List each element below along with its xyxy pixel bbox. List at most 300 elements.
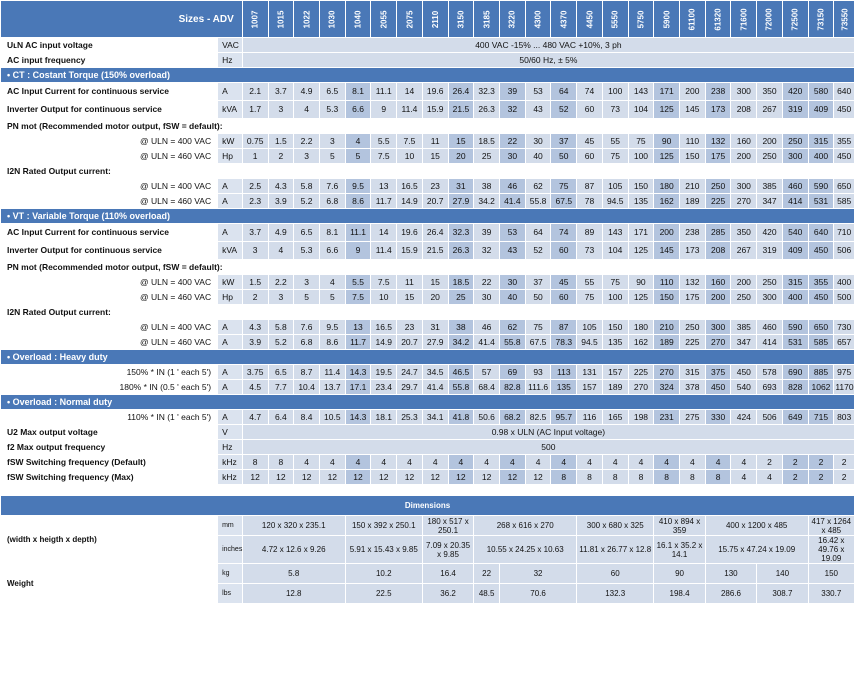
table-cell: 73 — [602, 101, 628, 119]
row-label: fSW Switching frequency (Max) — [1, 470, 218, 485]
table-cell: 55 — [602, 134, 628, 149]
table-cell: 355 — [808, 275, 834, 290]
unit-lbs: lbs — [218, 584, 243, 604]
table-cell: 350 — [731, 224, 757, 242]
table-cell: 650 — [834, 179, 855, 194]
table-cell: 16.5 — [397, 179, 423, 194]
table-cell: 32.3 — [448, 224, 474, 242]
table-cell: 225 — [705, 194, 731, 209]
table-cell: 15.9 — [397, 242, 423, 260]
table-cell: 26.3 — [474, 101, 500, 119]
table-cell: 3.75 — [242, 365, 268, 380]
table-cell: 20 — [448, 149, 474, 164]
table-cell: 13 — [371, 179, 397, 194]
table-cell: 43 — [525, 101, 551, 119]
table-cell: 173 — [680, 242, 706, 260]
table-cell: 157 — [602, 365, 628, 380]
table-cell: 378 — [680, 380, 706, 395]
table-cell: 37 — [551, 134, 577, 149]
row-unit: VAC — [218, 38, 243, 53]
table-cell: 715 — [808, 410, 834, 425]
spanning-value: 0.98 x ULN (AC Input voltage) — [242, 425, 854, 440]
table-cell: 250 — [731, 290, 757, 305]
table-cell: 6.5 — [268, 365, 294, 380]
table-row — [1, 335, 855, 350]
size-header — [448, 1, 474, 38]
table-cell: 2 — [242, 290, 268, 305]
table-cell: 828 — [782, 380, 808, 395]
table-cell: 6.8 — [319, 194, 345, 209]
table-cell: 6.5 — [319, 83, 345, 101]
table-cell: 270 — [628, 380, 654, 395]
table-cell: 585 — [808, 335, 834, 350]
size-label: 4300 — [533, 10, 543, 28]
table-cell: 68.2 — [499, 410, 525, 425]
table-cell: 4 — [680, 455, 706, 470]
table-cell: 19.6 — [422, 83, 448, 101]
row-unit: kW — [218, 275, 243, 290]
table-cell: 275 — [680, 410, 706, 425]
table-cell: 1.5 — [242, 275, 268, 290]
weight-kg: 10.2 — [345, 564, 422, 584]
row-label: AC input frequency — [1, 53, 218, 68]
table-cell: 324 — [654, 380, 680, 395]
table-cell: 8.6 — [345, 194, 371, 209]
size-label: 71600 — [739, 7, 749, 31]
table-cell: 200 — [731, 275, 757, 290]
table-cell: 2 — [808, 470, 834, 485]
table-cell: 6.8 — [294, 335, 320, 350]
row-label: Inverter Output for continuous service — [1, 242, 218, 260]
size-header — [834, 1, 855, 38]
table-cell: 32 — [474, 242, 500, 260]
table-cell: 90 — [628, 275, 654, 290]
table-cell: 116 — [577, 410, 603, 425]
table-cell: 135 — [602, 335, 628, 350]
size-header — [757, 1, 783, 38]
table-cell: 135 — [551, 380, 577, 395]
table-cell: 12 — [268, 470, 294, 485]
table-cell: 6.6 — [319, 242, 345, 260]
table-cell: 4 — [654, 455, 680, 470]
table-cell: 31 — [448, 179, 474, 194]
table-cell: 29.7 — [397, 380, 423, 395]
table-cell: 11.1 — [371, 83, 397, 101]
section-header-row — [1, 68, 855, 83]
weight-kg: 130 — [705, 564, 756, 584]
table-cell: 8.1 — [345, 83, 371, 101]
table-cell: 300 — [705, 320, 731, 335]
table-cell: 7.5 — [397, 134, 423, 149]
row-label: @ ULN = 460 VAC — [1, 149, 218, 164]
table-cell: 27.9 — [448, 194, 474, 209]
table-cell: 200 — [757, 134, 783, 149]
table-row — [1, 320, 855, 335]
table-cell: 578 — [757, 365, 783, 380]
table-cell: 11.7 — [371, 194, 397, 209]
table-cell: 75 — [525, 320, 551, 335]
table-cell: 690 — [782, 365, 808, 380]
table-cell: 315 — [680, 365, 706, 380]
table-cell: 5.5 — [371, 134, 397, 149]
table-cell: 450 — [808, 290, 834, 305]
table-cell: 531 — [782, 335, 808, 350]
table-cell: 100 — [602, 290, 628, 305]
table-cell: 2 — [782, 470, 808, 485]
size-label: 72500 — [790, 7, 800, 31]
size-label: 3185 — [482, 10, 492, 28]
table-cell: 12 — [294, 470, 320, 485]
table-cell: 157 — [577, 380, 603, 395]
table-cell: 590 — [782, 320, 808, 335]
table-cell: 26.4 — [422, 224, 448, 242]
table-cell: 409 — [782, 242, 808, 260]
table-cell: 75 — [551, 179, 577, 194]
dim-inches: 10.55 x 24.25 x 10.63 — [474, 536, 577, 564]
table-cell: 7.7 — [268, 380, 294, 395]
dim-mm: 120 x 320 x 235.1 — [242, 516, 345, 536]
table-cell: 78 — [577, 194, 603, 209]
table-cell: 145 — [654, 242, 680, 260]
row-label: fSW Switching frequency (Default) — [1, 455, 218, 470]
weight-kg: 90 — [654, 564, 705, 584]
table-cell: 4.3 — [242, 320, 268, 335]
table-cell: 4 — [705, 455, 731, 470]
table-cell: 420 — [782, 83, 808, 101]
table-cell: 22 — [474, 275, 500, 290]
table-cell: 14.3 — [345, 365, 371, 380]
table-cell: 111.6 — [525, 380, 551, 395]
table-cell: 89 — [577, 224, 603, 242]
table-cell: 450 — [834, 101, 855, 119]
table-cell: 210 — [680, 179, 706, 194]
row-label: @ ULN = 460 VAC — [1, 194, 218, 209]
table-cell: 55.8 — [499, 335, 525, 350]
size-header — [319, 1, 345, 38]
table-cell: 53 — [499, 224, 525, 242]
row-unit: Hp — [218, 290, 243, 305]
row-unit: kHz — [218, 470, 243, 485]
table-cell: 31 — [422, 320, 448, 335]
row-unit: A — [218, 83, 243, 101]
table-cell: 15 — [422, 149, 448, 164]
spanning-value: 400 VAC -15% ... 480 VAC +10%, 3 ph — [242, 38, 854, 53]
table-cell: 12 — [499, 470, 525, 485]
table-cell: 4 — [577, 455, 603, 470]
table-cell: 8 — [551, 470, 577, 485]
table-cell: 11 — [397, 275, 423, 290]
table-cell: 4.9 — [268, 224, 294, 242]
size-label: 2055 — [379, 10, 389, 28]
table-cell: 13 — [345, 320, 371, 335]
row-unit: kW — [218, 134, 243, 149]
unit-mm: mm — [218, 516, 243, 536]
table-cell: 400 — [782, 290, 808, 305]
table-cell: 375 — [705, 365, 731, 380]
table-cell: 5.5 — [345, 275, 371, 290]
unit-kg: kg — [218, 564, 243, 584]
table-cell: 319 — [757, 242, 783, 260]
table-cell: 32.3 — [474, 83, 500, 101]
table-cell: 110 — [680, 134, 706, 149]
unit-inches: inches — [218, 536, 243, 564]
table-cell: 350 — [757, 83, 783, 101]
table-cell: 10 — [397, 149, 423, 164]
table-cell: 531 — [808, 194, 834, 209]
dimensions-table — [0, 495, 855, 604]
dim-mm: 300 x 680 x 325 — [577, 516, 654, 536]
table-cell: 225 — [628, 365, 654, 380]
table-cell: 19.6 — [397, 224, 423, 242]
table-cell: 640 — [808, 224, 834, 242]
table-cell: 5.2 — [268, 335, 294, 350]
table-cell: 90 — [654, 134, 680, 149]
table-cell: 267 — [731, 242, 757, 260]
table-cell: 8.6 — [319, 335, 345, 350]
table-cell: 17.1 — [345, 380, 371, 395]
table-cell: 1.5 — [268, 134, 294, 149]
table-row — [1, 38, 855, 53]
table-cell: 15.9 — [422, 101, 448, 119]
table-cell: 74 — [577, 83, 603, 101]
table-cell: 4 — [319, 455, 345, 470]
table-cell: 87 — [551, 320, 577, 335]
table-row — [1, 290, 855, 305]
table-cell: 25 — [474, 149, 500, 164]
table-cell: 250 — [705, 179, 731, 194]
table-cell: 319 — [782, 101, 808, 119]
size-label: 1015 — [276, 10, 286, 28]
table-cell: 2 — [834, 455, 855, 470]
weight-kg: 5.8 — [242, 564, 345, 584]
table-cell: 3.9 — [268, 194, 294, 209]
table-cell: 400 — [808, 149, 834, 164]
table-cell: 60 — [551, 290, 577, 305]
table-cell: 150 — [654, 290, 680, 305]
table-cell: 693 — [757, 380, 783, 395]
row-unit: kHz — [218, 455, 243, 470]
table-row — [1, 224, 855, 242]
table-cell: 34.1 — [422, 410, 448, 425]
table-cell: 4 — [397, 455, 423, 470]
subheading-row — [1, 260, 855, 275]
table-cell: 975 — [834, 365, 855, 380]
table-cell: 14.3 — [345, 410, 371, 425]
table-cell: 300 — [782, 149, 808, 164]
table-cell: 6.6 — [345, 101, 371, 119]
weight-lbs: 12.8 — [242, 584, 345, 604]
table-cell: 5 — [345, 149, 371, 164]
table-cell: 34.5 — [422, 365, 448, 380]
dim-mm: 180 x 517 x 250.1 — [422, 516, 473, 536]
table-cell: 200 — [680, 83, 706, 101]
table-cell: 171 — [628, 224, 654, 242]
table-cell: 3.9 — [242, 335, 268, 350]
table-cell: 165 — [602, 410, 628, 425]
table-cell: 409 — [808, 101, 834, 119]
table-cell: 5.8 — [294, 179, 320, 194]
table-cell: 300 — [731, 179, 757, 194]
table-cell: 162 — [628, 335, 654, 350]
table-cell: 500 — [834, 290, 855, 305]
row-label: @ ULN = 400 VAC — [1, 275, 218, 290]
row-label: AC Input Current for continuous service — [1, 83, 218, 101]
table-cell: 540 — [731, 380, 757, 395]
table-cell: 25 — [448, 290, 474, 305]
dim-inches: 4.72 x 12.6 x 9.26 — [242, 536, 345, 564]
table-cell: 8 — [577, 470, 603, 485]
table-cell: 94.5 — [602, 194, 628, 209]
table-cell: 43 — [499, 242, 525, 260]
table-cell: 20.7 — [422, 194, 448, 209]
row-label: UʟN AC input voltage — [1, 38, 218, 53]
section-header: • VT : Variable Torque (110% overload) — [1, 209, 855, 224]
dim-inches: 15.75 x 47.24 x 19.09 — [705, 536, 808, 564]
table-cell: 710 — [834, 224, 855, 242]
table-cell: 26.3 — [448, 242, 474, 260]
table-cell: 225 — [680, 335, 706, 350]
table-cell: 8 — [680, 470, 706, 485]
table-cell: 104 — [602, 242, 628, 260]
table-cell: 14.9 — [371, 335, 397, 350]
subheading: I2N Rated Output current: — [1, 305, 855, 320]
table-cell: 7.5 — [345, 290, 371, 305]
row-label: U2 Max output voltage — [1, 425, 218, 440]
table-cell: 50 — [551, 149, 577, 164]
table-cell: 2 — [808, 455, 834, 470]
table-cell: 8.1 — [319, 224, 345, 242]
table-cell: 2 — [268, 149, 294, 164]
table-cell: 60 — [551, 242, 577, 260]
dim-mm: 417 x 1264 x 485 — [808, 516, 854, 536]
table-cell: 657 — [834, 335, 855, 350]
table-cell: 4 — [757, 470, 783, 485]
table-cell: 4 — [319, 275, 345, 290]
dim-inches: 16.42 x 49.76 x 19.09 — [808, 536, 854, 564]
size-header — [808, 1, 834, 38]
row-unit: kVA — [218, 101, 243, 119]
size-label: 4450 — [584, 10, 594, 28]
table-cell: 41.4 — [499, 194, 525, 209]
table-cell: 208 — [705, 242, 731, 260]
table-cell: 385 — [731, 320, 757, 335]
table-cell: 450 — [808, 242, 834, 260]
table-cell: 189 — [680, 194, 706, 209]
table-cell: 50 — [525, 290, 551, 305]
table-cell: 57 — [474, 365, 500, 380]
table-cell: 11.1 — [345, 224, 371, 242]
table-cell: 38 — [448, 320, 474, 335]
table-cell: 21.5 — [448, 101, 474, 119]
dim-mm: 150 x 392 x 250.1 — [345, 516, 422, 536]
row-label: Inverter Output for continuous service — [1, 101, 218, 119]
table-cell: 2.2 — [294, 134, 320, 149]
table-cell: 26.4 — [448, 83, 474, 101]
row-unit: V — [218, 425, 243, 440]
row-unit: Hz — [218, 53, 243, 68]
table-cell: 69 — [499, 365, 525, 380]
table-cell: 39 — [499, 83, 525, 101]
weight-lbs: 36.2 — [422, 584, 473, 604]
table-row — [1, 275, 855, 290]
table-cell: 30 — [474, 290, 500, 305]
subheading: PN mot (Recommended motor output, fSW = default): — [1, 119, 855, 134]
table-cell: 95.7 — [551, 410, 577, 425]
table-cell: 580 — [808, 83, 834, 101]
table-cell: 189 — [602, 380, 628, 395]
row-unit: Hz — [218, 440, 243, 455]
table-cell: 5 — [319, 149, 345, 164]
table-cell: 4 — [499, 455, 525, 470]
table-cell: 3 — [294, 275, 320, 290]
size-header — [577, 1, 603, 38]
table-cell: 75 — [602, 275, 628, 290]
table-cell: 18.5 — [448, 275, 474, 290]
table-cell: 7.6 — [319, 179, 345, 194]
size-header — [294, 1, 320, 38]
table-cell: 82.5 — [525, 410, 551, 425]
table-cell: 300 — [757, 290, 783, 305]
table-cell: 12 — [242, 470, 268, 485]
weight-kg: 60 — [577, 564, 654, 584]
weight-kg: 22 — [474, 564, 500, 584]
table-cell: 30 — [499, 149, 525, 164]
table-cell: 64 — [525, 224, 551, 242]
table-cell: 175 — [705, 149, 731, 164]
size-header — [654, 1, 680, 38]
table-cell: 78.3 — [551, 335, 577, 350]
table-cell: 15 — [422, 275, 448, 290]
table-cell: 173 — [705, 101, 731, 119]
size-header — [268, 1, 294, 38]
table-cell: 150 — [680, 149, 706, 164]
table-cell: 8.4 — [294, 410, 320, 425]
table-cell: 238 — [705, 83, 731, 101]
dim-mm: 268 x 616 x 270 — [474, 516, 577, 536]
table-cell: 75 — [602, 149, 628, 164]
table-cell: 4 — [551, 455, 577, 470]
table-cell: 640 — [834, 83, 855, 101]
table-cell: 62 — [525, 179, 551, 194]
table-cell: 12 — [345, 470, 371, 485]
section-header-row — [1, 209, 855, 224]
weight-lbs: 198.4 — [654, 584, 705, 604]
table-cell: 4 — [731, 455, 757, 470]
size-label: 5900 — [662, 10, 672, 28]
table-row — [1, 179, 855, 194]
table-cell: 75 — [577, 290, 603, 305]
table-cell: 330 — [705, 410, 731, 425]
table-cell: 125 — [628, 290, 654, 305]
row-unit: A — [218, 224, 243, 242]
dim-inches: 5.91 x 15.43 x 9.85 — [345, 536, 422, 564]
size-header — [345, 1, 371, 38]
weight-lbs: 132.3 — [577, 584, 654, 604]
table-cell: 15 — [397, 290, 423, 305]
sizes-title: Sizes - ADV — [1, 1, 243, 38]
table-cell: 540 — [782, 224, 808, 242]
table-cell: 4 — [525, 455, 551, 470]
table-cell: 5.3 — [319, 101, 345, 119]
size-label: 73550 — [840, 7, 850, 31]
size-label: 1040 — [353, 10, 363, 28]
table-cell: 41.4 — [474, 335, 500, 350]
table-row — [1, 425, 855, 440]
table-cell: 75 — [628, 134, 654, 149]
size-label: 5550 — [610, 10, 620, 28]
table-cell: 12 — [474, 470, 500, 485]
table-cell: 93 — [525, 365, 551, 380]
